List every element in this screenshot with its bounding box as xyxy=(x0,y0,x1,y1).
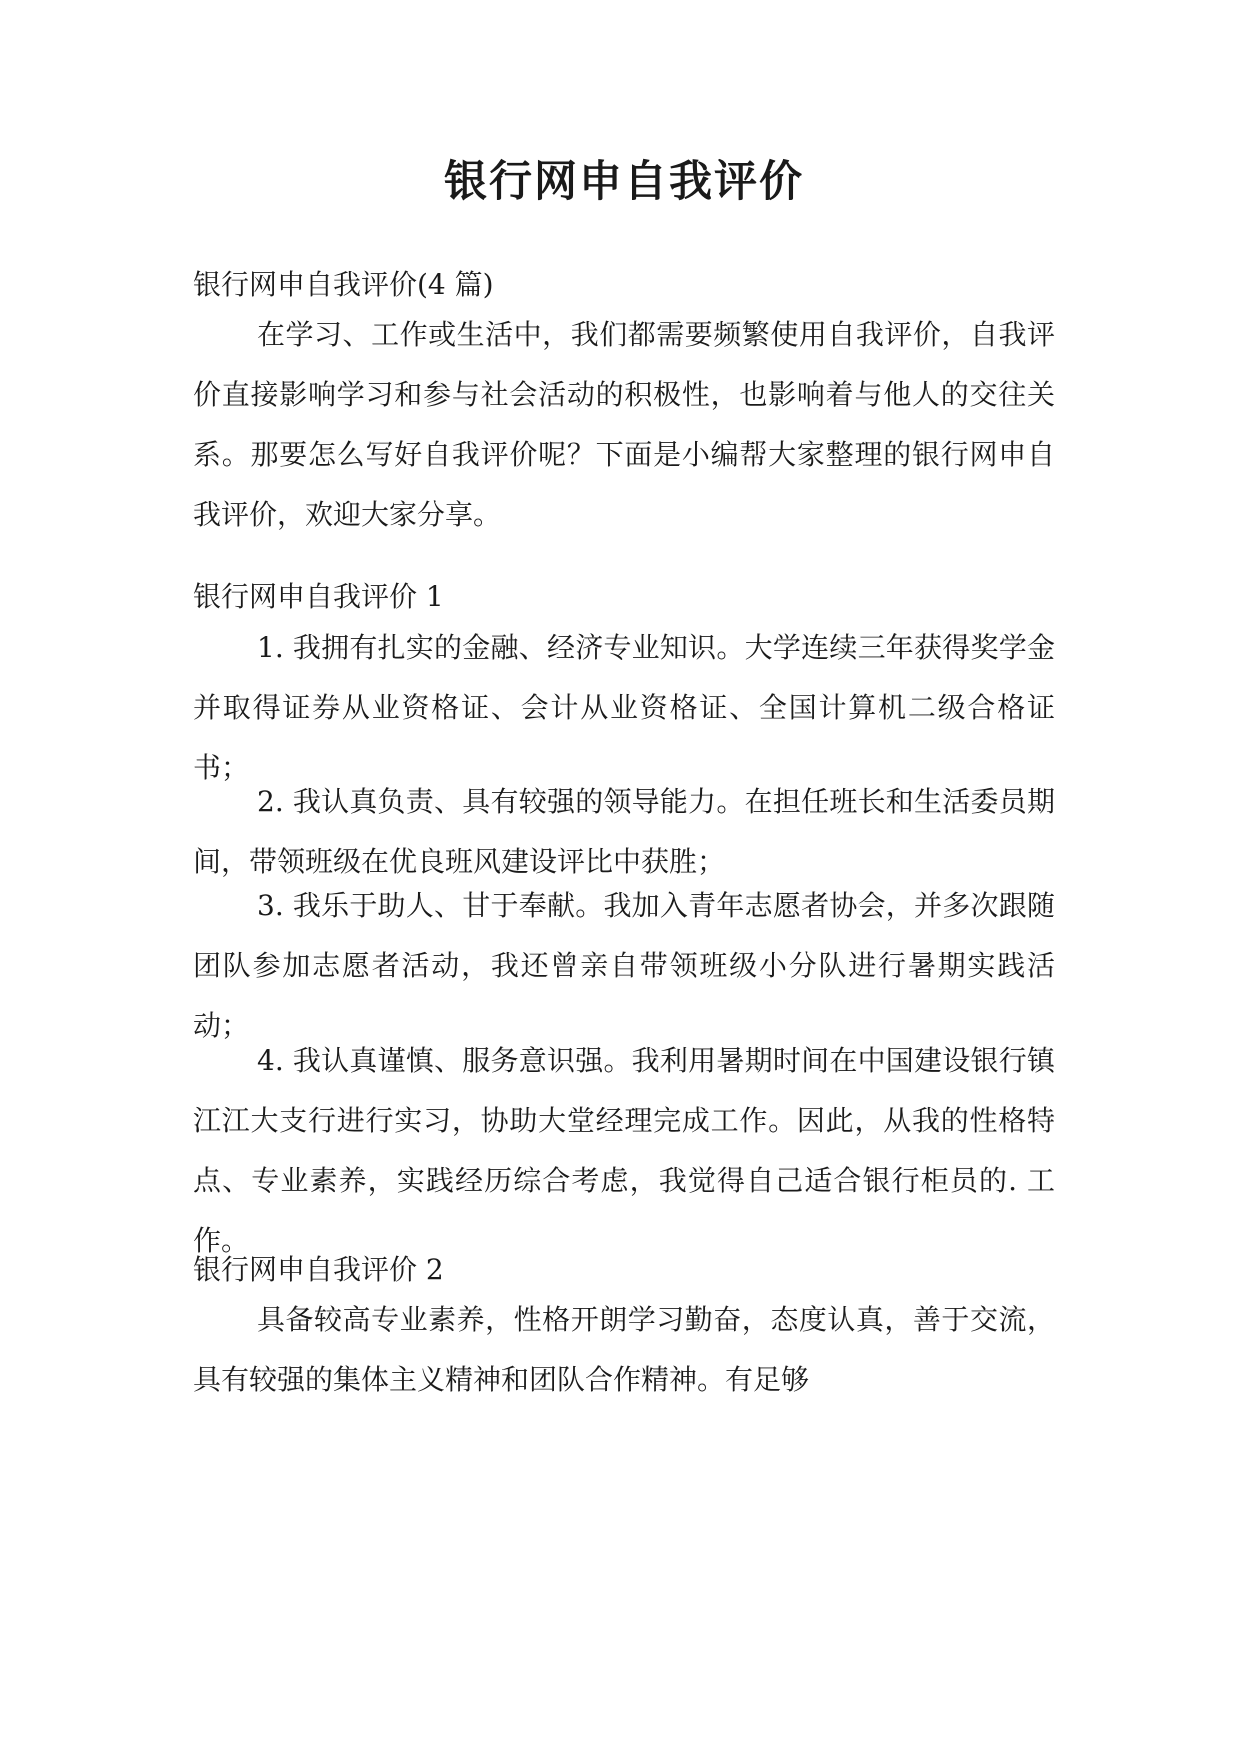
document-title: 银行网申自我评价 xyxy=(444,157,804,207)
section-1-item-4: 4. 我认真谨慎、服务意识强。我利用暑期时间在中国建设银行镇江江大支行进行实习，协助大堂经理完成工作。因此，从我的性格特点、专业素养，实践经历综合考虑，我觉得自己适合银行柜员的. 工作。 xyxy=(193,1044,1055,1257)
intro-paragraph: 在学习、工作或生活中，我们都需要频繁使用自我评价，自我评价直接影响学习和参与社会活动的积极性，也影响着与他人的交往关系。那要怎么写好自我评价呢？下面是小编帮大家整理的银行网申自我评价，欢迎大家分享。 xyxy=(193,318,1055,531)
section-1-item-3: 3. 我乐于助人、甘于奉献。我加入青年志愿者协会，并多次跟随团队参加志愿者活动，我还曾亲自带领班级小分队进行暑期实践活动； xyxy=(193,889,1055,1042)
section-2-paragraph: 具备较高专业素养，性格开朗学习勤奋，态度认真，善于交流，具有较强的集体主义精神和团队合作精神。有足够 xyxy=(193,1303,1055,1396)
document-subtitle: 银行网申自我评价(4 篇) xyxy=(193,268,494,301)
section-2-heading: 银行网申自我评价 2 xyxy=(193,1253,444,1286)
section-1-heading: 银行网申自我评价 1 xyxy=(193,580,444,613)
section-1-item-1: 1. 我拥有扎实的金融、经济专业知识。大学连续三年获得奖学金并取得证券从业资格证、会计从业资格证、全国计算机二级合格证书； xyxy=(193,631,1055,784)
section-1-item-2: 2. 我认真负责、具有较强的领导能力。在担任班长和生活委员期间，带领班级在优良班风建设评比中获胜； xyxy=(193,785,1055,878)
